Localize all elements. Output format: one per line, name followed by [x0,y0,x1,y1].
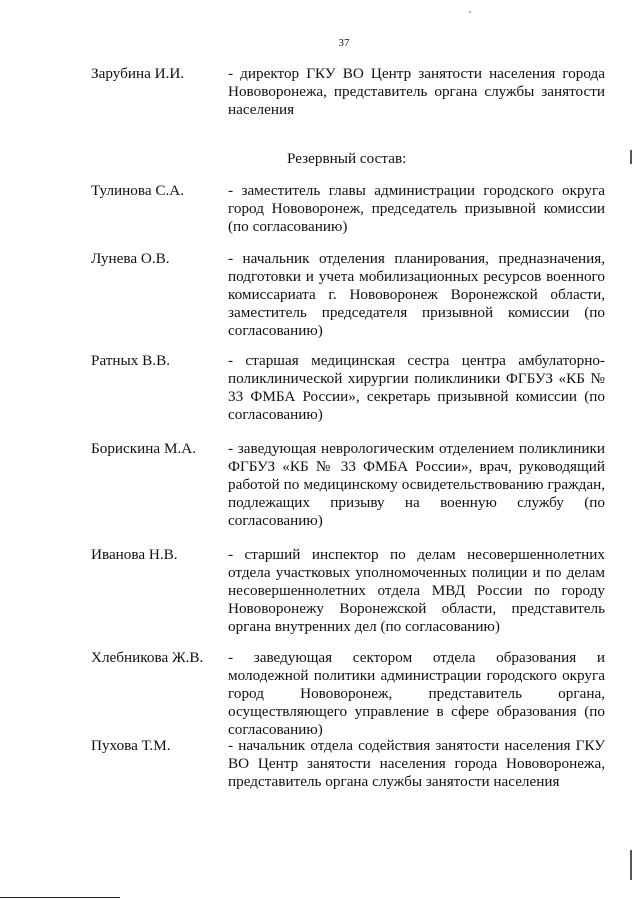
member-name: Борискина М.А. [91,440,197,457]
page-number: 37 [338,37,350,49]
member-description: - начальник отделения планирования, предназначения, подготовки и учета мобилизационных ресурсов военного комиссариата г. Нововоронеж Воронежской области, заместитель председателя призывной комиссии (по согласованию) [228,250,605,340]
scan-edge-mark [630,850,632,880]
member-description: - старший инспектор по делам несовершеннолетних отдела участковых уполномоченных полиции и по делам несовершеннолетних отдела МВД России по городу Нововоронежу Воронежской области, представитель органа внутренних дел (по согласованию) [228,546,605,636]
member-name: Зарубина И.И. [91,65,185,82]
member-description: - заведующая неврологическим отделением поликлиники ФГБУЗ «КБ № 33 ФМБА России», врач, руководящий работой по медицинскому освидетельствованию граждан, подлежащих призыву на военную службу (по согласованию) [228,440,605,530]
scan-bottom-line [0,897,120,898]
member-description: - директор ГКУ ВО Центр занятости населения города Нововоронежа, представитель органа службы занятости населения [228,65,605,119]
member-name: Пухова Т.М. [91,737,171,754]
member-description: - начальник отдела содействия занятости населения ГКУ ВО Центр занятости населения города Нововоронежа, представитель органа службы занятости населения [228,737,605,791]
scan-speck [469,11,471,13]
member-name: Иванова Н.В. [91,546,178,563]
reserve-heading: Резервный состав: [287,150,407,167]
member-name: Хлебникова Ж.В. [91,649,204,666]
member-description: - заведующая сектором отдела образования и молодежной политики администрации городского округа город Нововоронеж, представитель органа, осуществляющего управление в сфере образования (по согласованию) [228,649,605,739]
scan-edge-mark [630,150,632,164]
member-description: - заместитель главы администрации городского округа город Нововоронеж, председатель призывной комиссии (по согласованию) [228,182,605,236]
member-name: Тулинова С.А. [91,182,185,199]
member-name: Ратных В.В. [91,352,171,369]
member-description: - старшая медицинская сестра центра амбулаторно-поликлинической хирургии поликлиники ФГБУЗ «КБ № 33 ФМБА России», секретарь призывной комиссии (по согласованию) [228,352,605,424]
member-name: Лунева О.В. [91,250,170,267]
